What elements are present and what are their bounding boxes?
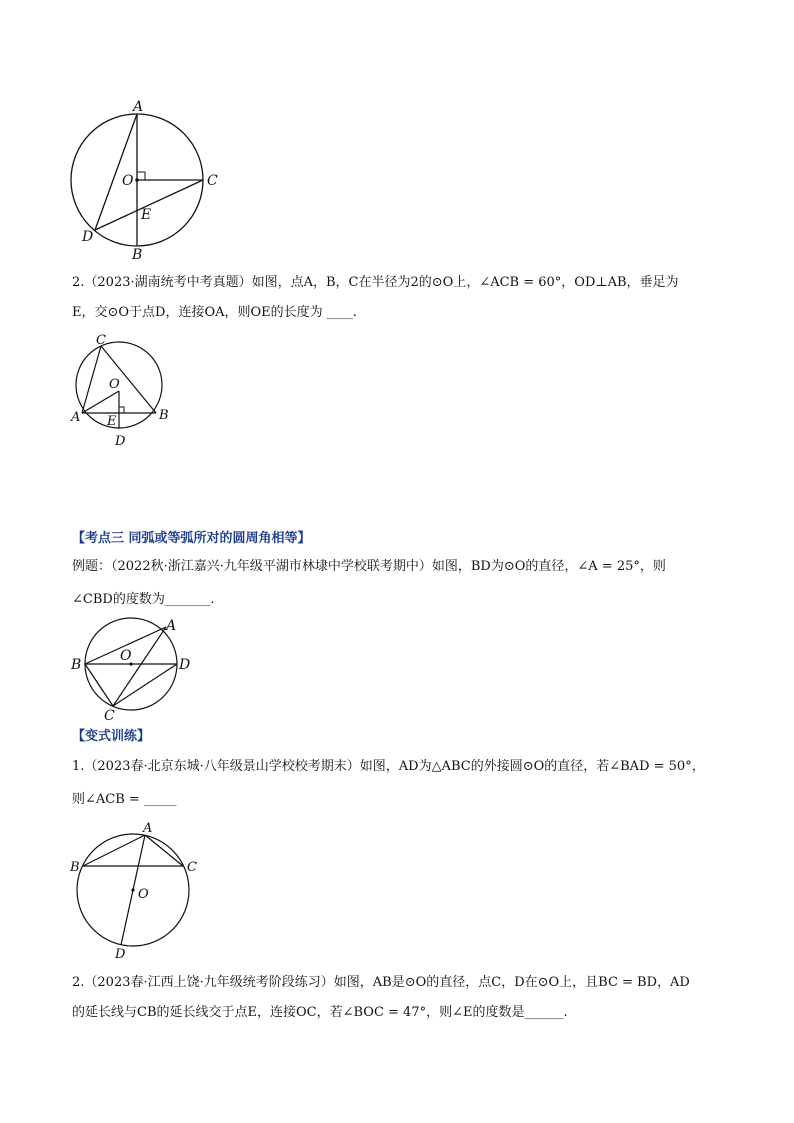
label-O: O [122,173,134,189]
label-B: B [132,247,143,263]
figure-circle-3 [68,612,198,722]
question-2-line-1: 2.（2023·湖南统考中考真题）如图，点A，B，C在半径为2的⊙O上，∠ACB = 60°，OD⊥AB，垂足为 [72,275,679,290]
variant-1-line-2: 则∠ACB = _____ [72,792,177,807]
label-A: A [71,410,81,425]
label-A: A [133,99,144,115]
label-D: D [115,947,126,962]
label-D: D [115,434,126,449]
label-O: O [109,377,120,392]
variant-2-line-1: 2.（2023春·江西上饶·九年级统考阶段练习）如图，AB是⊙O的直径，点C，D在⊙O上，且BC = BD，AD [72,975,690,990]
figure-circle-1 [60,95,230,265]
label-C: C [207,173,218,189]
section-heading: 【考点三 同弧或等弧所对的圆周角相等】 [72,531,311,546]
label-E: E [141,207,152,223]
figure-circle-2 [65,333,185,453]
example-line-2: ∠CBD的度数为_______. [72,592,215,607]
label-O: O [138,887,149,902]
label-A: A [143,822,153,836]
variant-2-line-2: 的延长线与CB的延长线交于点E，连接OC，若∠BOC = 47°，则∠E的度数是______. [72,1005,568,1020]
label-D: D [82,229,94,245]
label-B: B [159,408,169,423]
question-2-line-2: E，交⊙O于点D，连接OA，则OE的长度为 ____. [72,305,357,320]
label-C: C [187,860,197,875]
label-B: B [71,657,82,673]
label-O: O [120,648,132,664]
label-E: E [107,414,117,429]
example-line-1: 例题：（2022秋·浙江嘉兴·九年级平湖市林埭中学校联考期中）如图，BD为⊙O的直径，∠A = 25°，则 [72,559,666,574]
variant-heading: 【变式训练】 [72,729,151,744]
label-A: A [166,618,177,634]
variant-1-line-1: 1.（2023春·北京东城·八年级景山学校校考期末）如图，AD为△ABC的外接圆⊙O的直径，若∠BAD = 50°， [72,759,705,774]
label-C: C [104,708,115,722]
label-D: D [179,657,191,673]
figure-circle-4 [65,822,210,962]
label-B: B [70,860,80,875]
label-C: C [96,333,106,348]
